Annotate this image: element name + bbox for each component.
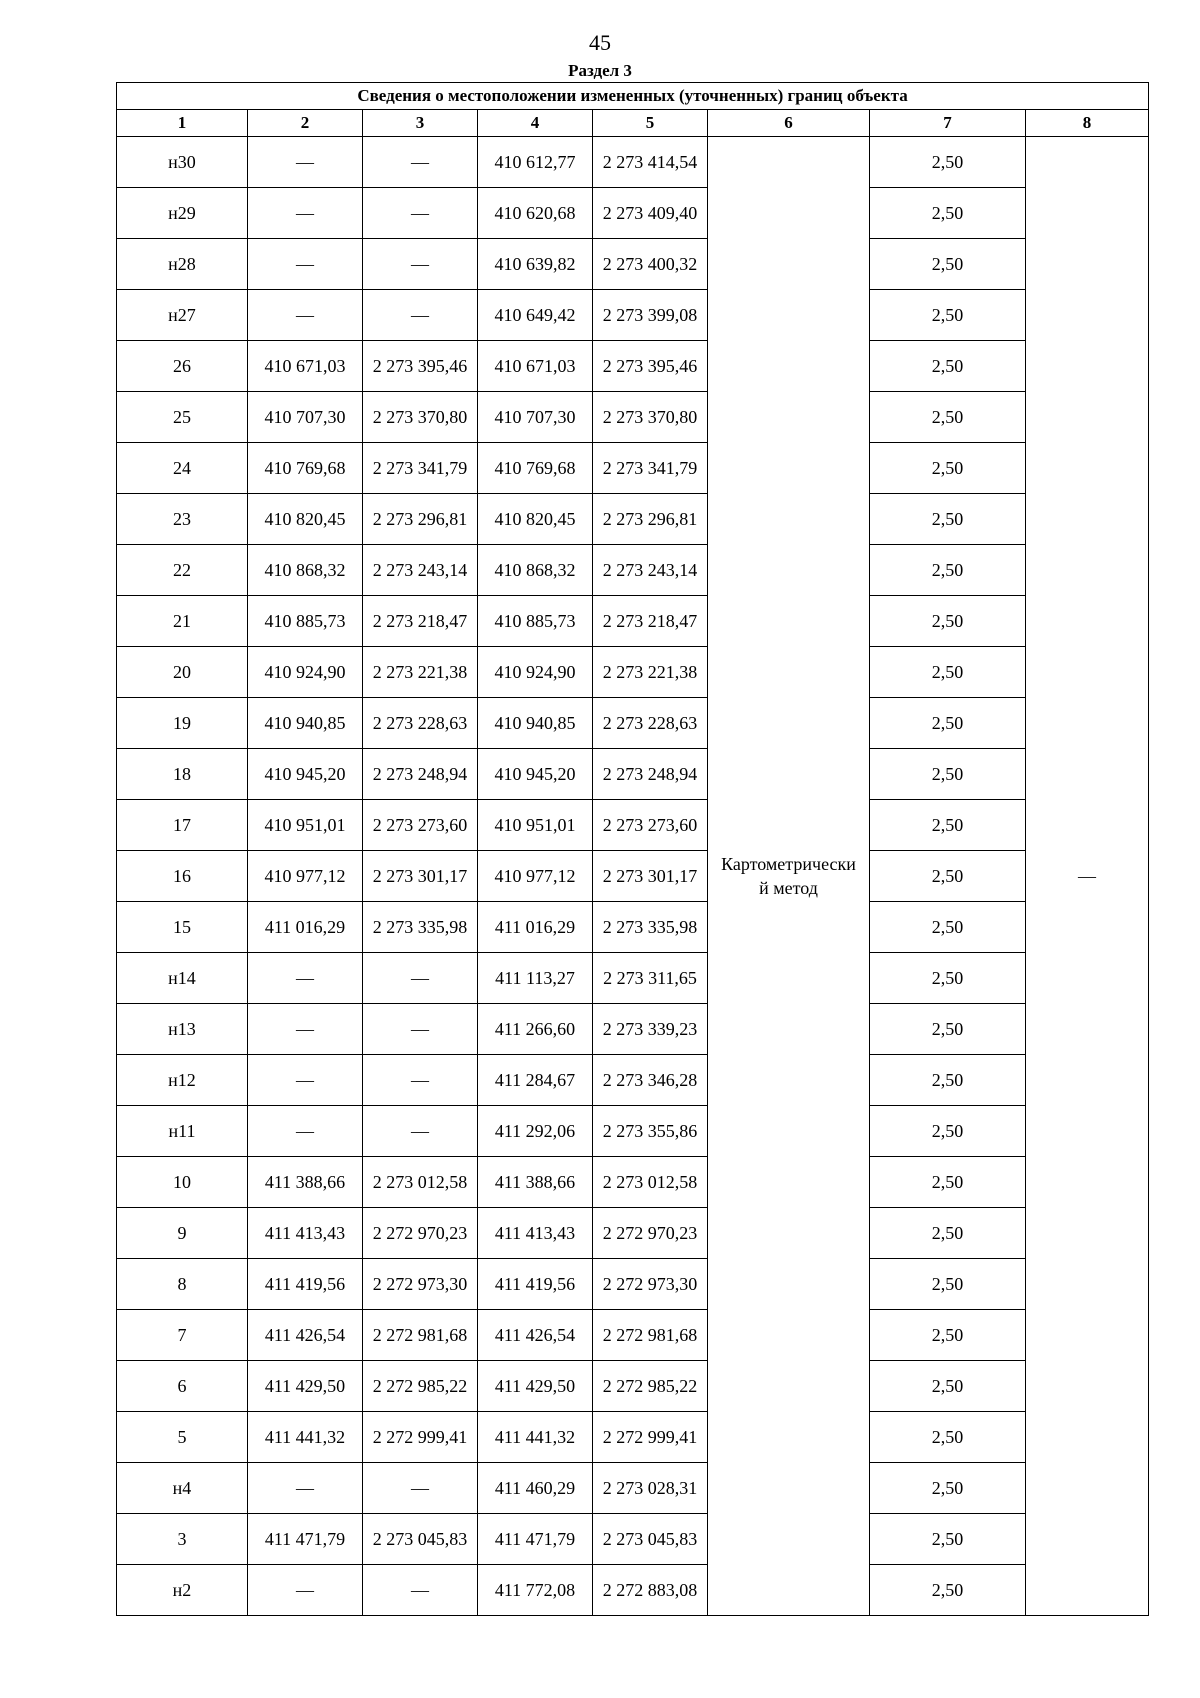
accuracy-cell: 2,50	[870, 545, 1026, 596]
column-number: 2	[248, 110, 363, 137]
table-row	[117, 1208, 1149, 1259]
table-row	[117, 1259, 1149, 1310]
point-number-cell: н29	[117, 188, 248, 239]
point-number-cell: 9	[117, 1208, 248, 1259]
accuracy-cell: 2,50	[870, 800, 1026, 851]
accuracy-cell: 2,50	[870, 953, 1026, 1004]
point-number-cell: н28	[117, 239, 248, 290]
existing-x-cell: 410 671,03	[248, 341, 363, 392]
point-number-cell: 5	[117, 1412, 248, 1463]
existing-x-cell: 410 977,12	[248, 851, 363, 902]
refined-y-cell: 2 273 028,31	[593, 1463, 708, 1514]
refined-y-cell: 2 272 999,41	[593, 1412, 708, 1463]
refined-x-cell: 410 820,45	[478, 494, 593, 545]
refined-y-cell: 2 273 370,80	[593, 392, 708, 443]
point-number-cell: 15	[117, 902, 248, 953]
refined-x-cell: 411 772,08	[478, 1565, 593, 1616]
point-number-cell: н2	[117, 1565, 248, 1616]
point-number-cell: н4	[117, 1463, 248, 1514]
refined-y-cell: 2 273 296,81	[593, 494, 708, 545]
accuracy-cell: 2,50	[870, 341, 1026, 392]
refined-x-cell: 410 639,82	[478, 239, 593, 290]
point-number-cell: 3	[117, 1514, 248, 1565]
accuracy-cell: 2,50	[870, 188, 1026, 239]
accuracy-cell: 2,50	[870, 1004, 1026, 1055]
refined-x-cell: 410 977,12	[478, 851, 593, 902]
table-row	[117, 851, 1149, 902]
table-row	[117, 1310, 1149, 1361]
existing-y-cell: —	[363, 239, 478, 290]
refined-y-cell: 2 272 973,30	[593, 1259, 708, 1310]
accuracy-cell: 2,50	[870, 137, 1026, 188]
existing-x-cell: —	[248, 239, 363, 290]
refined-x-cell: 411 413,43	[478, 1208, 593, 1259]
refined-y-cell: 2 273 414,54	[593, 137, 708, 188]
refined-x-cell: 411 426,54	[478, 1310, 593, 1361]
existing-y-cell: 2 272 981,68	[363, 1310, 478, 1361]
boundary-coordinates-table	[116, 82, 1149, 1616]
existing-y-cell: 2 273 218,47	[363, 596, 478, 647]
existing-x-cell: 410 885,73	[248, 596, 363, 647]
table-row	[117, 1055, 1149, 1106]
table-row	[117, 1412, 1149, 1463]
refined-y-cell: 2 273 248,94	[593, 749, 708, 800]
refined-y-cell: 2 273 273,60	[593, 800, 708, 851]
accuracy-cell: 2,50	[870, 851, 1026, 902]
refined-y-cell: 2 273 395,46	[593, 341, 708, 392]
table-title: Сведения о местоположении измененных (уточненных) границ объекта	[117, 83, 1149, 110]
table-row	[117, 953, 1149, 1004]
point-number-cell: 21	[117, 596, 248, 647]
column-number: 4	[478, 110, 593, 137]
refined-y-cell: 2 273 335,98	[593, 902, 708, 953]
table-row	[117, 545, 1149, 596]
existing-y-cell: 2 272 985,22	[363, 1361, 478, 1412]
refined-x-cell: 411 016,29	[478, 902, 593, 953]
existing-y-cell: —	[363, 1004, 478, 1055]
accuracy-cell: 2,50	[870, 1565, 1026, 1616]
point-number-cell: 22	[117, 545, 248, 596]
refined-x-cell: 410 945,20	[478, 749, 593, 800]
accuracy-cell: 2,50	[870, 902, 1026, 953]
table-row	[117, 902, 1149, 953]
existing-x-cell: —	[248, 1565, 363, 1616]
table-row	[117, 239, 1149, 290]
point-number-cell: н27	[117, 290, 248, 341]
existing-x-cell: 410 951,01	[248, 800, 363, 851]
accuracy-cell: 2,50	[870, 239, 1026, 290]
existing-y-cell: 2 273 045,83	[363, 1514, 478, 1565]
accuracy-cell: 2,50	[870, 1361, 1026, 1412]
table-row	[117, 341, 1149, 392]
table-row	[117, 1004, 1149, 1055]
existing-y-cell: 2 273 341,79	[363, 443, 478, 494]
accuracy-cell: 2,50	[870, 698, 1026, 749]
refined-x-cell: 410 769,68	[478, 443, 593, 494]
point-number-cell: 25	[117, 392, 248, 443]
accuracy-cell: 2,50	[870, 1463, 1026, 1514]
table-row	[117, 749, 1149, 800]
point-number-cell: н30	[117, 137, 248, 188]
refined-y-cell: 2 272 981,68	[593, 1310, 708, 1361]
page-number: 45	[589, 30, 611, 55]
table-row	[117, 188, 1149, 239]
column-number: 7	[870, 110, 1026, 137]
existing-x-cell: 411 426,54	[248, 1310, 363, 1361]
accuracy-cell: 2,50	[870, 494, 1026, 545]
existing-x-cell: 411 471,79	[248, 1514, 363, 1565]
existing-y-cell: —	[363, 137, 478, 188]
table-row	[117, 443, 1149, 494]
accuracy-cell: 2,50	[870, 1412, 1026, 1463]
table-body	[117, 137, 1149, 1616]
point-number-cell: 8	[117, 1259, 248, 1310]
refined-x-cell: 411 292,06	[478, 1106, 593, 1157]
point-number-cell: н13	[117, 1004, 248, 1055]
refined-x-cell: 411 460,29	[478, 1463, 593, 1514]
accuracy-cell: 2,50	[870, 1106, 1026, 1157]
table-row	[117, 494, 1149, 545]
refined-y-cell: 2 273 228,63	[593, 698, 708, 749]
point-number-cell: 16	[117, 851, 248, 902]
existing-x-cell: 411 016,29	[248, 902, 363, 953]
existing-y-cell: 2 273 243,14	[363, 545, 478, 596]
table-row	[117, 596, 1149, 647]
existing-y-cell: 2 273 221,38	[363, 647, 478, 698]
table-row	[117, 1106, 1149, 1157]
table-row	[117, 1361, 1149, 1412]
point-number-cell: н12	[117, 1055, 248, 1106]
refined-x-cell: 411 429,50	[478, 1361, 593, 1412]
existing-x-cell: —	[248, 1106, 363, 1157]
existing-x-cell: —	[248, 1463, 363, 1514]
existing-x-cell: —	[248, 1004, 363, 1055]
refined-y-cell: 2 273 012,58	[593, 1157, 708, 1208]
point-number-cell: 20	[117, 647, 248, 698]
refined-x-cell: 411 441,32	[478, 1412, 593, 1463]
existing-y-cell: 2 273 370,80	[363, 392, 478, 443]
existing-y-cell: —	[363, 1463, 478, 1514]
point-number-cell: 26	[117, 341, 248, 392]
existing-y-cell: 2 272 973,30	[363, 1259, 478, 1310]
existing-x-cell: —	[248, 137, 363, 188]
refined-x-cell: 410 868,32	[478, 545, 593, 596]
accuracy-cell: 2,50	[870, 647, 1026, 698]
refined-x-cell: 410 649,42	[478, 290, 593, 341]
refined-x-cell: 410 707,30	[478, 392, 593, 443]
accuracy-cell: 2,50	[870, 1208, 1026, 1259]
existing-y-cell: —	[363, 290, 478, 341]
existing-x-cell: 411 388,66	[248, 1157, 363, 1208]
existing-x-cell: —	[248, 290, 363, 341]
accuracy-cell: 2,50	[870, 1310, 1026, 1361]
refined-x-cell: 410 885,73	[478, 596, 593, 647]
existing-y-cell: —	[363, 188, 478, 239]
determination-method-cell	[708, 137, 870, 1616]
accuracy-cell: 2,50	[870, 596, 1026, 647]
refined-x-cell: 410 671,03	[478, 341, 593, 392]
table-row	[117, 137, 1149, 188]
refined-y-cell: 2 273 218,47	[593, 596, 708, 647]
table-row	[117, 392, 1149, 443]
point-number-cell: 24	[117, 443, 248, 494]
accuracy-cell: 2,50	[870, 392, 1026, 443]
existing-y-cell: 2 273 335,98	[363, 902, 478, 953]
table-row	[117, 1157, 1149, 1208]
existing-y-cell: 2 273 301,17	[363, 851, 478, 902]
refined-y-cell: 2 273 399,08	[593, 290, 708, 341]
refined-y-cell: 2 273 243,14	[593, 545, 708, 596]
table-row	[117, 1514, 1149, 1565]
refined-x-cell: 410 951,01	[478, 800, 593, 851]
existing-x-cell: —	[248, 953, 363, 1004]
method-text-line: Картометрически	[721, 854, 856, 874]
existing-y-cell: 2 273 395,46	[363, 341, 478, 392]
existing-x-cell: 411 441,32	[248, 1412, 363, 1463]
refined-y-cell: 2 273 409,40	[593, 188, 708, 239]
column-number: 5	[593, 110, 708, 137]
point-number-cell: 18	[117, 749, 248, 800]
existing-x-cell: 410 924,90	[248, 647, 363, 698]
table-row	[117, 698, 1149, 749]
existing-y-cell: 2 273 248,94	[363, 749, 478, 800]
existing-x-cell: 411 413,43	[248, 1208, 363, 1259]
refined-y-cell: 2 273 355,86	[593, 1106, 708, 1157]
existing-y-cell: 2 273 012,58	[363, 1157, 478, 1208]
refined-y-cell: 2 273 311,65	[593, 953, 708, 1004]
table-row	[117, 800, 1149, 851]
column-8-cell: —	[1026, 137, 1149, 1616]
refined-y-cell: 2 273 339,23	[593, 1004, 708, 1055]
table-row	[117, 290, 1149, 341]
existing-y-cell: 2 273 273,60	[363, 800, 478, 851]
point-number-cell: н14	[117, 953, 248, 1004]
column-number: 6	[708, 110, 870, 137]
existing-x-cell: 410 769,68	[248, 443, 363, 494]
refined-x-cell: 411 113,27	[478, 953, 593, 1004]
table-row	[117, 647, 1149, 698]
existing-x-cell: 410 868,32	[248, 545, 363, 596]
accuracy-cell: 2,50	[870, 1514, 1026, 1565]
existing-y-cell: —	[363, 953, 478, 1004]
point-number-cell: 7	[117, 1310, 248, 1361]
accuracy-cell: 2,50	[870, 749, 1026, 800]
refined-y-cell: 2 273 221,38	[593, 647, 708, 698]
point-number-cell: н11	[117, 1106, 248, 1157]
refined-y-cell: 2 273 400,32	[593, 239, 708, 290]
existing-y-cell: —	[363, 1106, 478, 1157]
accuracy-cell: 2,50	[870, 1055, 1026, 1106]
refined-y-cell: 2 272 985,22	[593, 1361, 708, 1412]
point-number-cell: 10	[117, 1157, 248, 1208]
existing-x-cell: —	[248, 188, 363, 239]
refined-x-cell: 411 388,66	[478, 1157, 593, 1208]
column-number: 1	[117, 110, 248, 137]
existing-y-cell: 2 273 296,81	[363, 494, 478, 545]
existing-x-cell: 410 707,30	[248, 392, 363, 443]
refined-y-cell: 2 273 341,79	[593, 443, 708, 494]
existing-y-cell: 2 273 228,63	[363, 698, 478, 749]
point-number-cell: 17	[117, 800, 248, 851]
refined-x-cell: 411 471,79	[478, 1514, 593, 1565]
refined-y-cell: 2 272 883,08	[593, 1565, 708, 1616]
accuracy-cell: 2,50	[870, 1259, 1026, 1310]
table-row	[117, 1565, 1149, 1616]
existing-x-cell: 411 419,56	[248, 1259, 363, 1310]
refined-x-cell: 411 419,56	[478, 1259, 593, 1310]
existing-x-cell: 411 429,50	[248, 1361, 363, 1412]
table-row	[117, 1463, 1149, 1514]
refined-x-cell: 411 266,60	[478, 1004, 593, 1055]
refined-x-cell: 410 940,85	[478, 698, 593, 749]
accuracy-cell: 2,50	[870, 290, 1026, 341]
existing-x-cell: 410 940,85	[248, 698, 363, 749]
existing-y-cell: 2 272 970,23	[363, 1208, 478, 1259]
refined-y-cell: 2 273 301,17	[593, 851, 708, 902]
refined-x-cell: 410 612,77	[478, 137, 593, 188]
refined-x-cell: 411 284,67	[478, 1055, 593, 1106]
method-text-line: й метод	[759, 878, 818, 898]
existing-y-cell: —	[363, 1055, 478, 1106]
refined-y-cell: 2 273 346,28	[593, 1055, 708, 1106]
existing-x-cell: 410 820,45	[248, 494, 363, 545]
existing-y-cell: 2 272 999,41	[363, 1412, 478, 1463]
existing-x-cell: 410 945,20	[248, 749, 363, 800]
refined-y-cell: 2 272 970,23	[593, 1208, 708, 1259]
refined-x-cell: 410 924,90	[478, 647, 593, 698]
point-number-cell: 6	[117, 1361, 248, 1412]
point-number-cell: 23	[117, 494, 248, 545]
accuracy-cell: 2,50	[870, 1157, 1026, 1208]
refined-y-cell: 2 273 045,83	[593, 1514, 708, 1565]
existing-y-cell: —	[363, 1565, 478, 1616]
section-label: Раздел 3	[568, 61, 632, 80]
column-number: 8	[1026, 110, 1149, 137]
accuracy-cell: 2,50	[870, 443, 1026, 494]
point-number-cell: 19	[117, 698, 248, 749]
column-number: 3	[363, 110, 478, 137]
existing-x-cell: —	[248, 1055, 363, 1106]
refined-x-cell: 410 620,68	[478, 188, 593, 239]
